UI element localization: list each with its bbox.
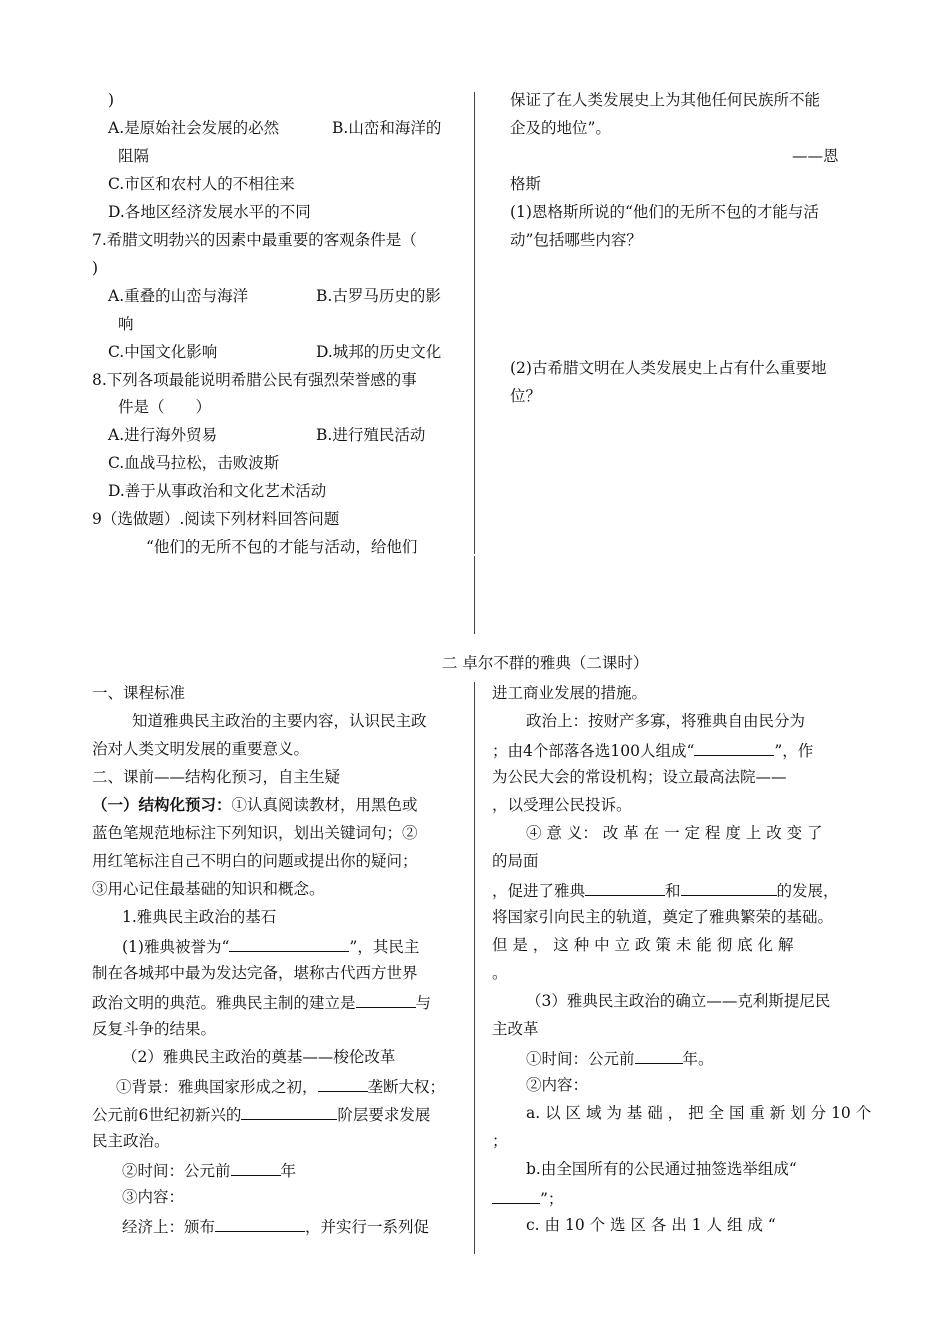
- column-divider-mid: [474, 556, 475, 634]
- text-span: 的发展，: [776, 882, 839, 900]
- q9-stem: 9（选做题）.阅读下列材料回答问题: [92, 510, 340, 528]
- blank-field[interactable]: [356, 991, 416, 1008]
- paragraph-line: 制在各城邦中最为发达完备，堪称古代西方世界: [92, 964, 418, 982]
- paragraph-line: 民主政治。: [92, 1132, 170, 1150]
- text-span: 阶层要求发展: [337, 1106, 431, 1124]
- blank-field[interactable]: [231, 1159, 281, 1176]
- text-span: ”，作: [774, 742, 814, 760]
- fill-blank-line: [492, 879, 839, 901]
- standard-text: 知道雅典民主政治的主要内容，认识民主政: [132, 712, 427, 730]
- text-span: 政治文明的典范。雅典民主制的建立是: [92, 994, 356, 1012]
- paragraph-line: ，以受理公民投诉。: [492, 796, 632, 814]
- blank-field[interactable]: [585, 879, 665, 896]
- paragraph-line: ②内容：: [526, 1076, 589, 1094]
- fill-blank-line: [116, 1075, 445, 1097]
- q6-option-b: B.山峦和海洋的: [332, 119, 442, 137]
- subheading-solon-reform: （2）雅典民主政治的奠基——梭伦改革: [122, 1048, 396, 1066]
- preview-instructions-3: 用红笔标注自己不明白的问题或提出你的疑问；: [92, 852, 418, 870]
- q7-option-a: A.重叠的山峦与海洋: [108, 287, 249, 305]
- preview-instructions-2: 蓝色笔规范地标注下列知识，划出关键词句；②: [92, 824, 418, 842]
- text-span: 公元前6世纪初新兴的: [92, 1106, 242, 1124]
- q8-option-c: C.血战马拉松，击败波斯: [108, 454, 280, 472]
- blank-field[interactable]: [635, 1047, 683, 1064]
- paragraph-line: 。: [492, 964, 508, 982]
- q9-quote: “他们的无所不包的才能与活动，给他们: [146, 538, 418, 556]
- heading-curriculum-standard: 一、课程标准: [92, 684, 186, 702]
- column-divider-bottom: [474, 682, 475, 1254]
- sub-question-1-cont: 动”包括哪些内容？: [510, 231, 642, 249]
- fill-blank-line: [122, 1159, 296, 1181]
- paragraph-line: ③内容：: [122, 1188, 185, 1206]
- q6-option-b-cont: 阻隔: [118, 147, 150, 165]
- preview-label: （一）结构化预习：: [92, 795, 232, 814]
- paragraph-line: ；: [492, 1132, 508, 1150]
- text-span: 和: [665, 882, 681, 900]
- preview-text: ①认真阅读教材，用黑色或: [231, 796, 418, 814]
- q7-option-b-cont: 响: [118, 315, 134, 333]
- text-span: 垄断大权；: [367, 1078, 446, 1096]
- fill-blank-line: [526, 1047, 714, 1069]
- text-span: ①时间：公元前: [526, 1050, 635, 1068]
- blank-field[interactable]: [318, 1075, 368, 1092]
- paragraph-line: 但 是 ， 这 种 中 立 政 策 未 能 彻 底 化 解: [492, 936, 794, 954]
- q7-option-b: B.古罗马历史的影: [316, 287, 441, 305]
- q6-tail: ): [108, 91, 115, 109]
- blank-field[interactable]: [492, 1187, 540, 1204]
- quote-continued: 保证了在人类发展史上为其他任何民族所不能: [510, 91, 821, 109]
- fill-blank-line: [492, 739, 813, 761]
- text-span: 年: [280, 1162, 297, 1180]
- paragraph-line: a. 以 区 域 为 基 础 ， 把 全 国 重 新 划 分 10 个: [526, 1104, 872, 1122]
- q8-option-d: D.善于从事政治和文化艺术活动: [108, 482, 327, 500]
- q7-stem: 7.希腊文明勃兴的因素中最重要的客观条件是（: [92, 231, 417, 249]
- paragraph-line: 反复斗争的结果。: [92, 1020, 217, 1038]
- paragraph-line: 的局面: [492, 852, 539, 870]
- text-span: ，促进了雅典: [492, 882, 586, 900]
- q8-stem: 8.下列各项最能说明希腊公民有强烈荣誉感的事: [92, 371, 417, 389]
- paragraph-line: ④ 意 义： 改 革 在 一 定 程 度 上 改 变 了: [526, 824, 823, 842]
- subheading-foundation: 1.雅典民主政治的基石: [122, 908, 277, 926]
- preview-instructions: [92, 795, 418, 815]
- standard-text-cont: 治对人类文明发展的重要意义。: [92, 740, 310, 758]
- blank-field[interactable]: [694, 739, 774, 756]
- q6-option-d: D.各地区经济发展水平的不同: [108, 203, 311, 221]
- q7-tail: ): [92, 259, 99, 277]
- fill-blank-line: [122, 935, 419, 957]
- paragraph-line: 主改革: [492, 1020, 539, 1038]
- paragraph-line: 进工商业发展的措施。: [492, 684, 648, 702]
- blank-field[interactable]: [229, 935, 349, 952]
- fill-blank-line: [492, 1187, 563, 1209]
- q6-option-a: A.是原始社会发展的必然: [108, 119, 280, 137]
- paragraph-line: 政治上：按财产多寡，将雅典自由民分为: [526, 712, 806, 730]
- text-span: ，并实行一系列促: [305, 1218, 430, 1236]
- preview-instructions-4: ③用心记住最基础的知识和概念。: [92, 880, 325, 898]
- fill-blank-line: [92, 1103, 430, 1125]
- q8-option-a: A.进行海外贸易: [108, 426, 218, 444]
- sub-question-1: (1)恩格斯所说的“他们的无所不包的才能与活: [510, 203, 819, 221]
- text-span: 与: [415, 994, 432, 1012]
- blank-field[interactable]: [215, 1215, 305, 1232]
- fill-blank-line: [122, 1215, 429, 1237]
- paragraph-line: c. 由 10 个 选 区 各 出 1 人 组 成 “: [526, 1216, 776, 1234]
- fill-blank-line: [92, 991, 431, 1013]
- q8-option-b: B.进行殖民活动: [316, 426, 426, 444]
- quote-author-2: 格斯: [510, 175, 542, 193]
- sub-question-2: (2)古希腊文明在人类发展史上占有什么重要地: [510, 359, 827, 377]
- column-divider-top: [474, 92, 475, 554]
- quote-author-1: ——恩: [792, 147, 839, 165]
- text-span: 经济上：颁布: [122, 1218, 216, 1236]
- section-title: 二 卓尔不群的雅典（二课时）: [442, 654, 649, 672]
- text-span: ①背景：雅典国家形成之初，: [116, 1078, 318, 1096]
- paragraph-line: 将国家引向民主的轨道，奠定了雅典繁荣的基础。: [492, 908, 834, 926]
- text-span: ”；: [540, 1190, 564, 1208]
- heading-preview: 二、课前——结构化预习，自主生疑: [92, 768, 341, 786]
- text-span: (1)雅典被誉为“: [122, 938, 230, 956]
- text-span: ；由4个部落各选100人组成“: [492, 742, 695, 760]
- subheading-cleisthenes-reform: （3）雅典民主政治的确立——克利斯提尼民: [526, 992, 831, 1010]
- sub-question-2-cont: 位？: [510, 387, 542, 405]
- q7-option-c: C.中国文化影响: [108, 343, 218, 361]
- blank-field[interactable]: [241, 1103, 337, 1120]
- text-span: 年。: [682, 1050, 714, 1068]
- text-span: ”，其民主: [349, 938, 420, 956]
- paragraph-line: b.由全国所有的公民通过抽签选举组成“: [526, 1160, 797, 1178]
- text-span: ②时间：公元前: [122, 1162, 231, 1180]
- blank-field[interactable]: [681, 879, 777, 896]
- q7-option-d: D.城邦的历史文化: [316, 343, 442, 361]
- q6-option-c: C.市区和农村人的不相往来: [108, 175, 295, 193]
- quote-end: 企及的地位”。: [510, 119, 611, 137]
- paragraph-line: 为公民大会的常设机构；设立最高法院——: [492, 768, 787, 786]
- q8-stem-cont: 件是（ ）: [118, 398, 212, 416]
